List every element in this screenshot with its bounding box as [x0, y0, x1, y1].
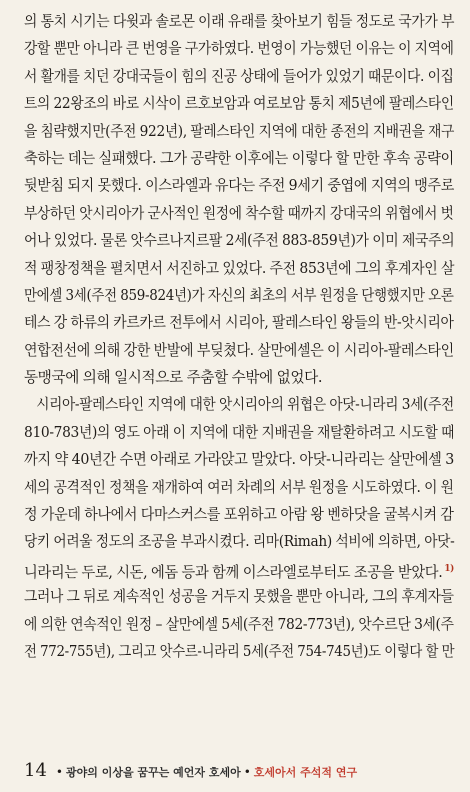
text-line: 부상하던 앗시리아가 군사적인 원정에 착수할 때까지 강대국의 위협에서 벗	[24, 204, 454, 222]
text-line: 정 가운데 하나에서 다마스커스를 포위하고 아람 왕 벤하닷을 굴복시켜 감	[24, 506, 454, 524]
separator-dot: •	[243, 765, 251, 779]
text-line: 연합전선에 의해 강한 반발에 부딪쳤다. 살만에셀은 이 시리아-팔레스타인	[24, 341, 454, 359]
text-line: 동맹국에 의해 일시적으로 주춤할 수밖에 없었다.	[24, 369, 323, 387]
page-footer	[24, 760, 454, 781]
text-line-content: 니라리는 두로, 시돈, 에돔 등과 함께 이스라엘로부터도 조공을 받았다.	[24, 563, 443, 581]
text-line: 축하는 데는 실패했다. 그가 공략한 이후에는 이렇다 할 만한 후속 공략이	[24, 149, 454, 167]
text-line: 810-783년)의 영도 아래 이 지역에 대한 지배권을 재탈환하려고 시도할 때	[24, 423, 455, 441]
book-title: 광야의 이상을 꿈꾸는 예언자 호세아	[65, 766, 241, 779]
text-line-with-footnote	[24, 556, 454, 583]
separator-dot: •	[55, 765, 63, 779]
text-line: 당키 어려울 정도의 조공을 부과시켰다. 리마(Rimah) 석비에 의하면, 아닷-	[24, 533, 455, 551]
page-number: 14	[24, 760, 47, 781]
footnote-marker: 1)	[444, 563, 454, 574]
paragraph-2	[24, 391, 454, 665]
text-line: 세의 공격적인 정책을 재개하여 여러 차례의 서부 원정을 시도하였다. 이 원	[24, 478, 454, 496]
text-line: 적 팽창정책을 펼치면서 서진하고 있었다. 주전 853년에 그의 후계자인 살	[24, 259, 455, 277]
text-line: 까지 약 40년간 수면 아래로 가라앉고 말았다. 아닷-니라리는 살만에셀 3	[24, 451, 454, 469]
text-line: 에 의한 연속적인 원정 – 살만에셀 5세(주전 782-773년), 앗수르단 3세(주	[24, 615, 454, 633]
book-subtitle: 호세아서 주석적 연구	[253, 766, 358, 779]
paragraph-1	[24, 8, 454, 391]
text-line: 의 통치 시기는 다윗과 솔로몬 이래 유래를 찾아보기 힘들 정도로 국가가 부	[24, 13, 455, 30]
text-line: 트의 22왕조의 바로 시삭이 르호보암과 여로보암 통치 제5년에 팔레스타인	[24, 95, 454, 113]
text-line: 어나 있었다. 물론 앗수르나지르팔 2세(주전 883-859년)가 이미 제국주의	[24, 232, 455, 250]
text-line: 강할 뿐만 아니라 큰 번영을 구가하였다. 번영이 가능했던 이유는 이 지역에	[24, 40, 454, 58]
text-line: 시리아-팔레스타인 지역에 대한 앗시리아의 위협은 아닷-니라리 3세(주전	[36, 396, 454, 414]
text-line: 뒷받침 되지 못했다. 이스라엘과 유다는 주전 9세기 중엽에 지역의 맹주로	[24, 177, 455, 195]
page-body	[24, 8, 454, 665]
text-line: 서 활개를 치던 강대국들이 힘의 진공 상태에 들어가 있었기 때문이다. 이집	[24, 67, 454, 85]
text-line: 을 침략했지만(주전 922년), 팔레스타인 지역에 대한 종전의 지배권을 재구	[24, 122, 455, 140]
text-line: 만에셀 3세(주전 859-824년)가 자신의 최초의 서부 원정을 단행했지만 오론	[24, 286, 454, 304]
text-line: 전 772-755년), 그리고 앗수르-니라리 5세(주전 754-745년)도 이렇다 할 만	[24, 642, 455, 660]
text-line: 그러나 그 뒤로 계속적인 성공을 거두지 못했을 뿐만 아니라, 그의 후계자들	[24, 588, 454, 606]
text-line: 테스 강 하류의 카르카르 전투에서 시리아, 팔레스타인 왕들의 반-앗시리아	[24, 314, 454, 332]
